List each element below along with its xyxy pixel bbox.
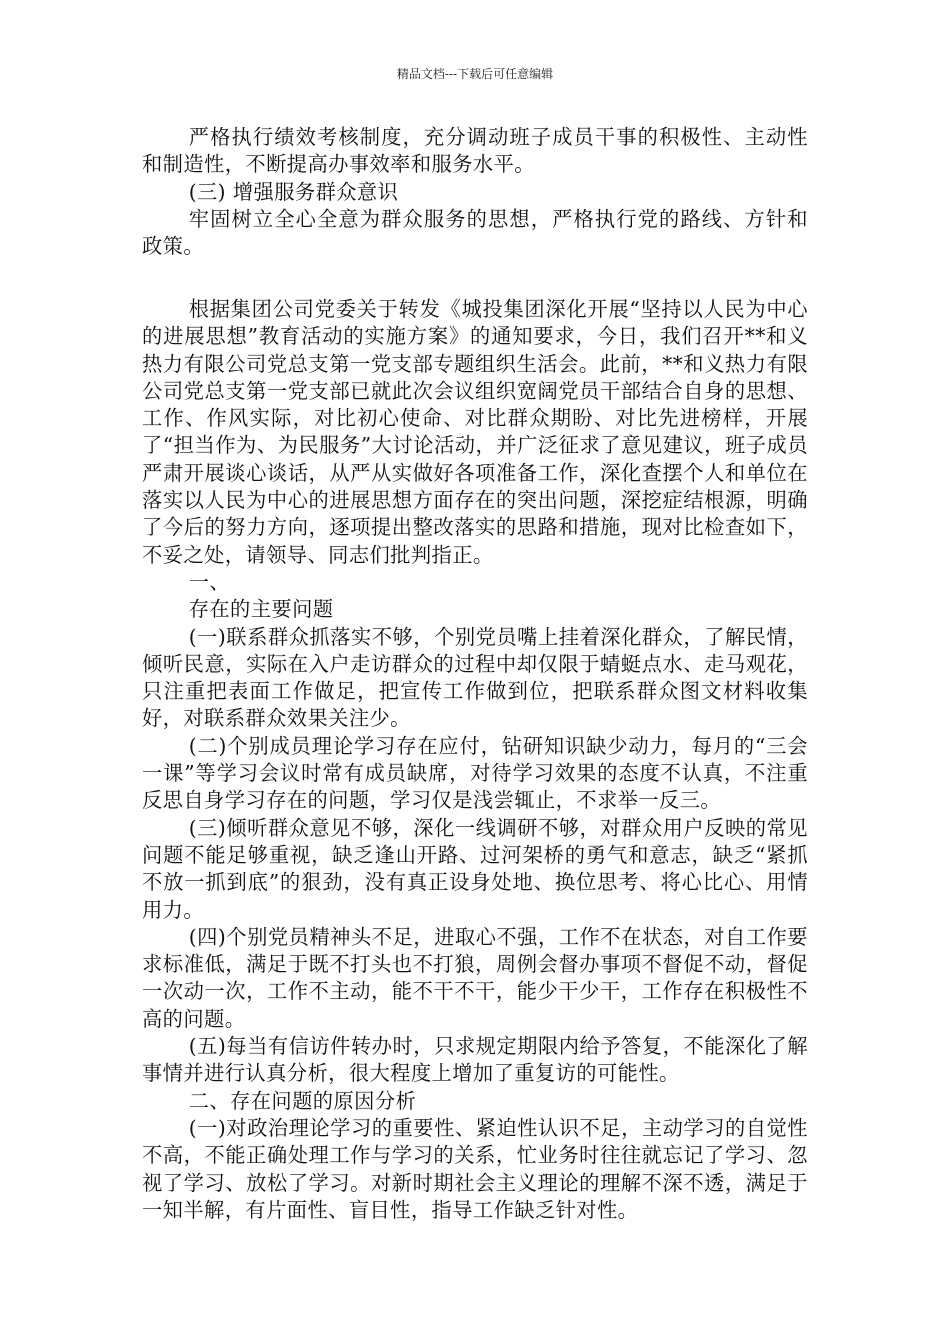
top-text-block: [142, 124, 808, 260]
paragraph: 牢固树立全心全意为群众服务的思想，严格执行党的路线、方针和政策。: [142, 206, 808, 259]
section-heading: (三) 增强服务群众意识: [188, 179, 399, 204]
paragraph: (五)每当有信访件转办时，只求规定期限内给予答复，不能深化了解事情并进行认真分析，很大程度上增加了重复访的可能性。: [142, 1034, 808, 1086]
paragraph: (一)对政治理论学习的重要性、紧迫性认识不足，主动学习的自觉性不高，不能正确处理工作与学习的关系，忙业务时往往就忘记了学习、忽视了学习、放松了学习。对新时期社会主义理论的理解不深不透，满足于一知半解，有片面性、盲目性，指导工作缺乏针对性。: [142, 1115, 808, 1222]
paragraph: (二)个别成员理论学习存在应付，钻研知识缺少动力，每月的“三会一课”等学习会议时常有成员缺席，对待学习效果的态度不认真，不注重反思自身学习存在的问题，学习仅是浅尝辄止，不求举一反三。: [142, 733, 808, 813]
main-text-block: [142, 296, 808, 1224]
paragraph: 严格执行绩效考核制度，充分调动班子成员干事的积极性、主动性和制造性，不断提高办事效率和服务水平。: [142, 125, 808, 177]
paragraph: (三)倾听群众意见不够，深化一线调研不够，对群众用户反映的常见问题不能足够重视，缺乏逢山开路、过河架桥的勇气和意志，缺乏“紧抓不放一抓到底”的狠劲，没有真正设身处地、换位思考、将心比心、用情用力。: [142, 815, 808, 922]
page-header: 精品文档---下载后可任意编辑: [396, 67, 554, 81]
paragraph: 根据集团公司党委关于转发《城投集团深化开展“坚持以人民为中心的进展思想”教育活动的实施方案》的通知要求，今日，我们召开**和义热力有限公司党总支第一党支部专题组织生活会。此前，**和义热力有限公司党总支第一党支部已就此次会议组织宽阔党员干部结合自身的思想、工作、作风实际，对比初心使命、对比群众期盼、对比先进榜样，开展了“担当作为、为民服务”大讨论活动，并广泛征求了意见建议，班子成员严肃开展谈心谈话，从严从实做好各项准备工作，深化查摆个人和单位在落实以人民为中心的进展思想方面存在的突出问题，深挖症结根源，明确了今后的努力方向，逐项提出整改落实的思路和措施，现对比检查如下，不妥之处，请领导、同志们批判指正。: [142, 297, 808, 567]
section-heading: 二、存在问题的原因分析: [188, 1088, 417, 1113]
paragraph: (一)联系群众抓落实不够，个别党员嘴上挂着深化群众，了解民情，倾听民意，实际在入户走访群众的过程中却仅限于蜻蜓点水、走马观花，只注重把表面工作做足，把宣传工作做到位，把联系群众图文材料收集好，对联系群众效果关注少。: [142, 624, 808, 731]
paragraph: (四)个别党员精神头不足，进取心不强，工作不在状态，对自工作要求标准低，满足于既不打头也不打狼，周例会督办事项不督促不动，督促一次动一次，工作不主动，能不干不干，能少干少干，工作存在积极性不高的问题。: [142, 924, 808, 1031]
section-number: 一、: [188, 569, 231, 594]
section-heading: 存在的主要问题: [188, 597, 334, 622]
